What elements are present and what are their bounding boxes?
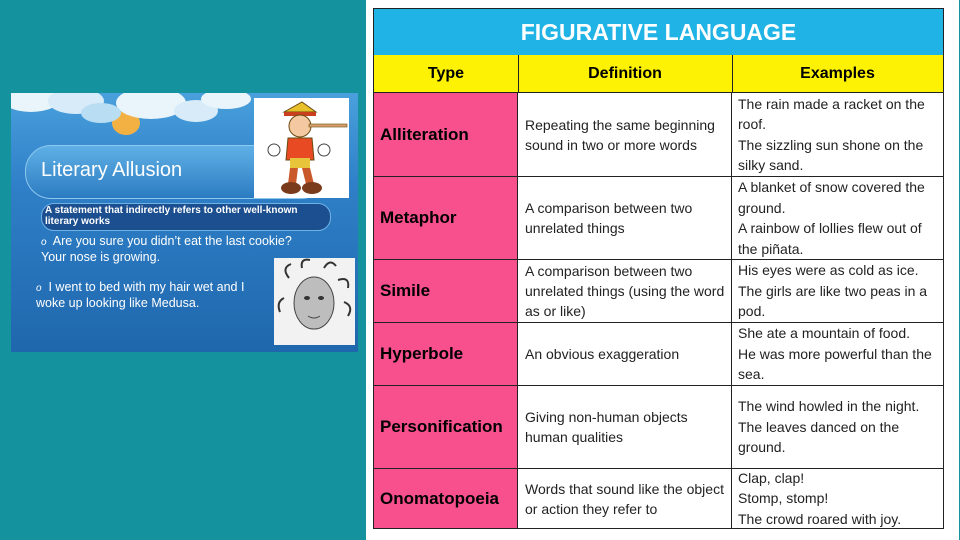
examples-text: A blanket of snow covered the ground. A rainbow of lollies flew out of the piñata. <box>738 179 925 257</box>
type-cell: Onomatopoeia <box>374 469 518 528</box>
definition-text: Giving non-human objects human qualities <box>525 409 688 445</box>
bullet-item <box>41 234 311 265</box>
examples-cell <box>732 260 943 322</box>
table-row <box>374 386 943 469</box>
definition-cell <box>518 386 732 468</box>
table-row <box>374 93 943 177</box>
definition-text: Words that sound like the object or action they refer to <box>525 480 724 517</box>
examples-text: Clap, clap! Stomp, stomp! The crowd roared with joy. <box>738 469 902 527</box>
slide-definition: A statement that indirectly refers to other well-known literary works <box>45 205 298 227</box>
type-cell: Hyperbole <box>374 323 518 385</box>
table-row <box>374 469 943 528</box>
slide-title: Literary Allusion <box>41 159 183 181</box>
header-definition: Definition <box>518 55 732 93</box>
header-divider <box>732 55 733 93</box>
examples-text: She ate a mountain of food. He was more powerful than the sea. <box>738 325 932 383</box>
definition-cell <box>518 260 732 322</box>
bullet-icon: o <box>41 237 47 248</box>
table-title: FIGURATIVE LANGUAGE <box>374 9 943 56</box>
definition-text: An obvious exaggeration <box>525 346 680 362</box>
table-row <box>374 260 943 323</box>
header-divider <box>518 55 519 93</box>
definition-cell <box>518 469 732 528</box>
table-row <box>374 177 943 260</box>
definition-cell <box>518 93 732 176</box>
type-cell: Metaphor <box>374 177 518 259</box>
type-cell: Personification <box>374 386 518 468</box>
examples-cell <box>732 469 943 528</box>
pinocchio-image <box>254 98 349 198</box>
bullet-text: Are you sure you didn’t eat the last cookie? Your nose is growing. <box>41 234 292 264</box>
header-examples: Examples <box>732 55 943 93</box>
definition-text: A comparison between two unrelated things (using the word as or like) <box>525 263 725 319</box>
bullet-text: I went to bed with my hair wet and I woke up looking like Medusa. <box>36 280 245 310</box>
type-cell: Simile <box>374 260 518 322</box>
literary-allusion-slide <box>11 93 358 352</box>
bullet-icon: o <box>36 283 42 294</box>
definition-text: Repeating the same beginning sound in two or more words <box>525 116 715 153</box>
examples-cell <box>732 177 943 259</box>
examples-cell <box>732 323 943 385</box>
examples-text: The rain made a racket on the roof. The sizzling sun shone on the silky sand. <box>738 95 925 173</box>
examples-text: His eyes were as cold as ice. The girls are like two peas in a pod. <box>738 262 928 320</box>
bullet-item <box>36 280 276 311</box>
figurative-language-panel <box>366 0 959 540</box>
type-cell: Alliteration <box>374 93 518 176</box>
examples-cell <box>732 386 943 468</box>
medusa-image <box>274 258 355 345</box>
header-type: Type <box>374 55 518 93</box>
examples-text: The wind howled in the night. The leaves danced on the ground. <box>738 398 920 456</box>
examples-cell <box>732 93 943 176</box>
definition-text: A comparison between two unrelated things <box>525 200 693 236</box>
definition-cell <box>518 323 732 385</box>
figurative-language-table <box>373 8 944 529</box>
table-row <box>374 323 943 386</box>
definition-cell <box>518 177 732 259</box>
